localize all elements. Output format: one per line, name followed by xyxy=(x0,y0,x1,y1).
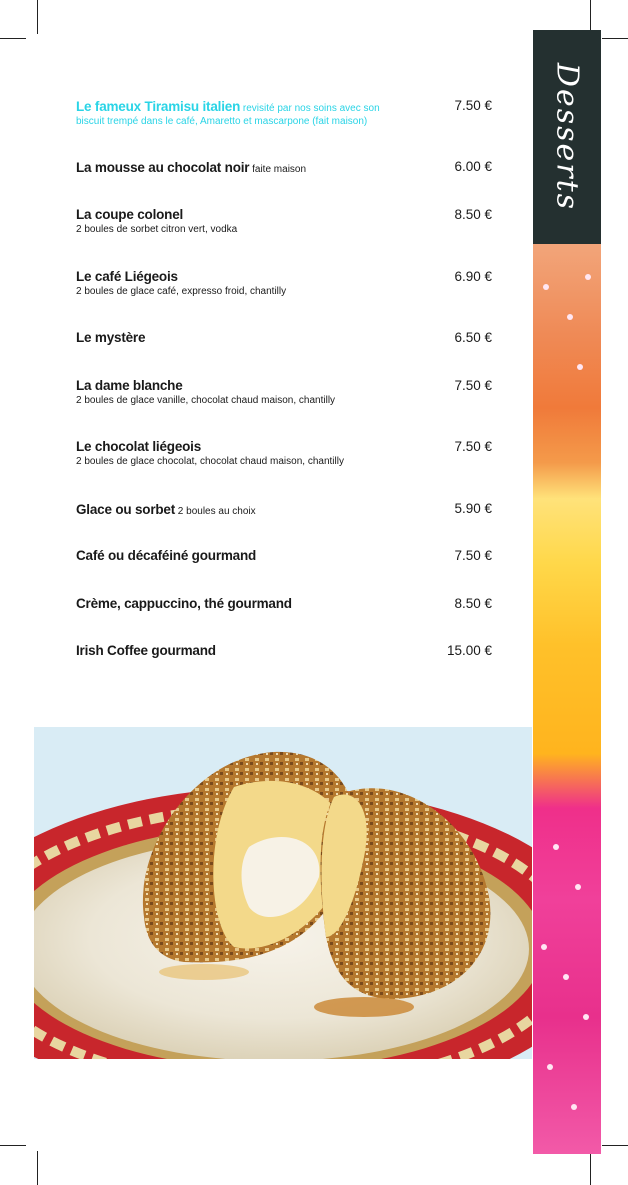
item-name: La mousse au chocolat noir xyxy=(76,160,250,175)
item-price: 7.50 € xyxy=(454,439,492,454)
item-name: La coupe colonel xyxy=(76,207,184,222)
item-name: Crème, cappuccino, thé gourmand xyxy=(76,596,292,611)
item-inline-description: 2 boules au choix xyxy=(175,506,256,517)
item-price: 6.00 € xyxy=(454,159,492,174)
ice-cream-photo-strip xyxy=(533,244,601,1154)
crop-mark xyxy=(37,0,38,34)
item-description: 2 boules de sorbet citron vert, vodka xyxy=(76,224,238,235)
item-name: Café ou décaféiné gourmand xyxy=(76,548,257,563)
crop-mark xyxy=(0,38,26,39)
item-name: Irish Coffee gourmand xyxy=(76,643,216,658)
item-name: Le café Liégeois xyxy=(76,269,178,284)
item-name: Le mystère xyxy=(76,330,146,345)
item-name: La dame blanche xyxy=(76,378,183,393)
item-price: 7.50 € xyxy=(454,378,492,393)
item-price: 8.50 € xyxy=(454,596,492,611)
dessert-photo xyxy=(34,727,532,1059)
item-price: 15.00 € xyxy=(446,643,492,658)
item-description: biscuit trempé dans le café, Amaretto et mascarpone (fait maison) xyxy=(76,116,368,127)
item-name: Glace ou sorbet xyxy=(76,502,176,517)
menu-item xyxy=(76,330,492,345)
menu-item xyxy=(76,159,492,177)
item-name: Le fameux Tiramisu italien xyxy=(76,99,241,114)
item-description: 2 boules de glace vanille, chocolat chaud maison, chantilly xyxy=(76,395,336,406)
item-price: 7.50 € xyxy=(454,548,492,563)
menu-item xyxy=(76,596,492,611)
crop-mark xyxy=(0,1145,26,1146)
crop-mark xyxy=(590,1151,591,1185)
menu-item xyxy=(76,643,492,658)
item-price: 6.50 € xyxy=(454,330,492,345)
item-inline-description: revisité par nos soins avec son xyxy=(240,103,380,114)
item-price: 6.90 € xyxy=(454,269,492,284)
item-name: Le chocolat liégeois xyxy=(76,439,202,454)
menu-item xyxy=(76,269,492,297)
item-price: 7.50 € xyxy=(454,98,492,113)
item-description: 2 boules de glace café, expresso froid, chantilly xyxy=(76,286,287,297)
crop-mark xyxy=(602,1145,628,1146)
crop-mark xyxy=(37,1151,38,1185)
menu-item xyxy=(76,98,492,127)
item-inline-description: faite maison xyxy=(249,164,307,175)
crop-mark xyxy=(602,38,628,39)
menu-item xyxy=(76,207,492,235)
crop-mark xyxy=(590,0,591,34)
item-description: 2 boules de glace chocolat, chocolat chaud maison, chantilly xyxy=(76,456,344,467)
menu-item xyxy=(76,501,492,519)
menu-item xyxy=(76,439,492,467)
menu-item xyxy=(76,378,492,406)
item-price: 8.50 € xyxy=(454,207,492,222)
section-title: Desserts xyxy=(549,62,585,212)
section-title-panel xyxy=(533,30,601,244)
item-price: 5.90 € xyxy=(454,501,492,516)
menu-item xyxy=(76,548,492,563)
